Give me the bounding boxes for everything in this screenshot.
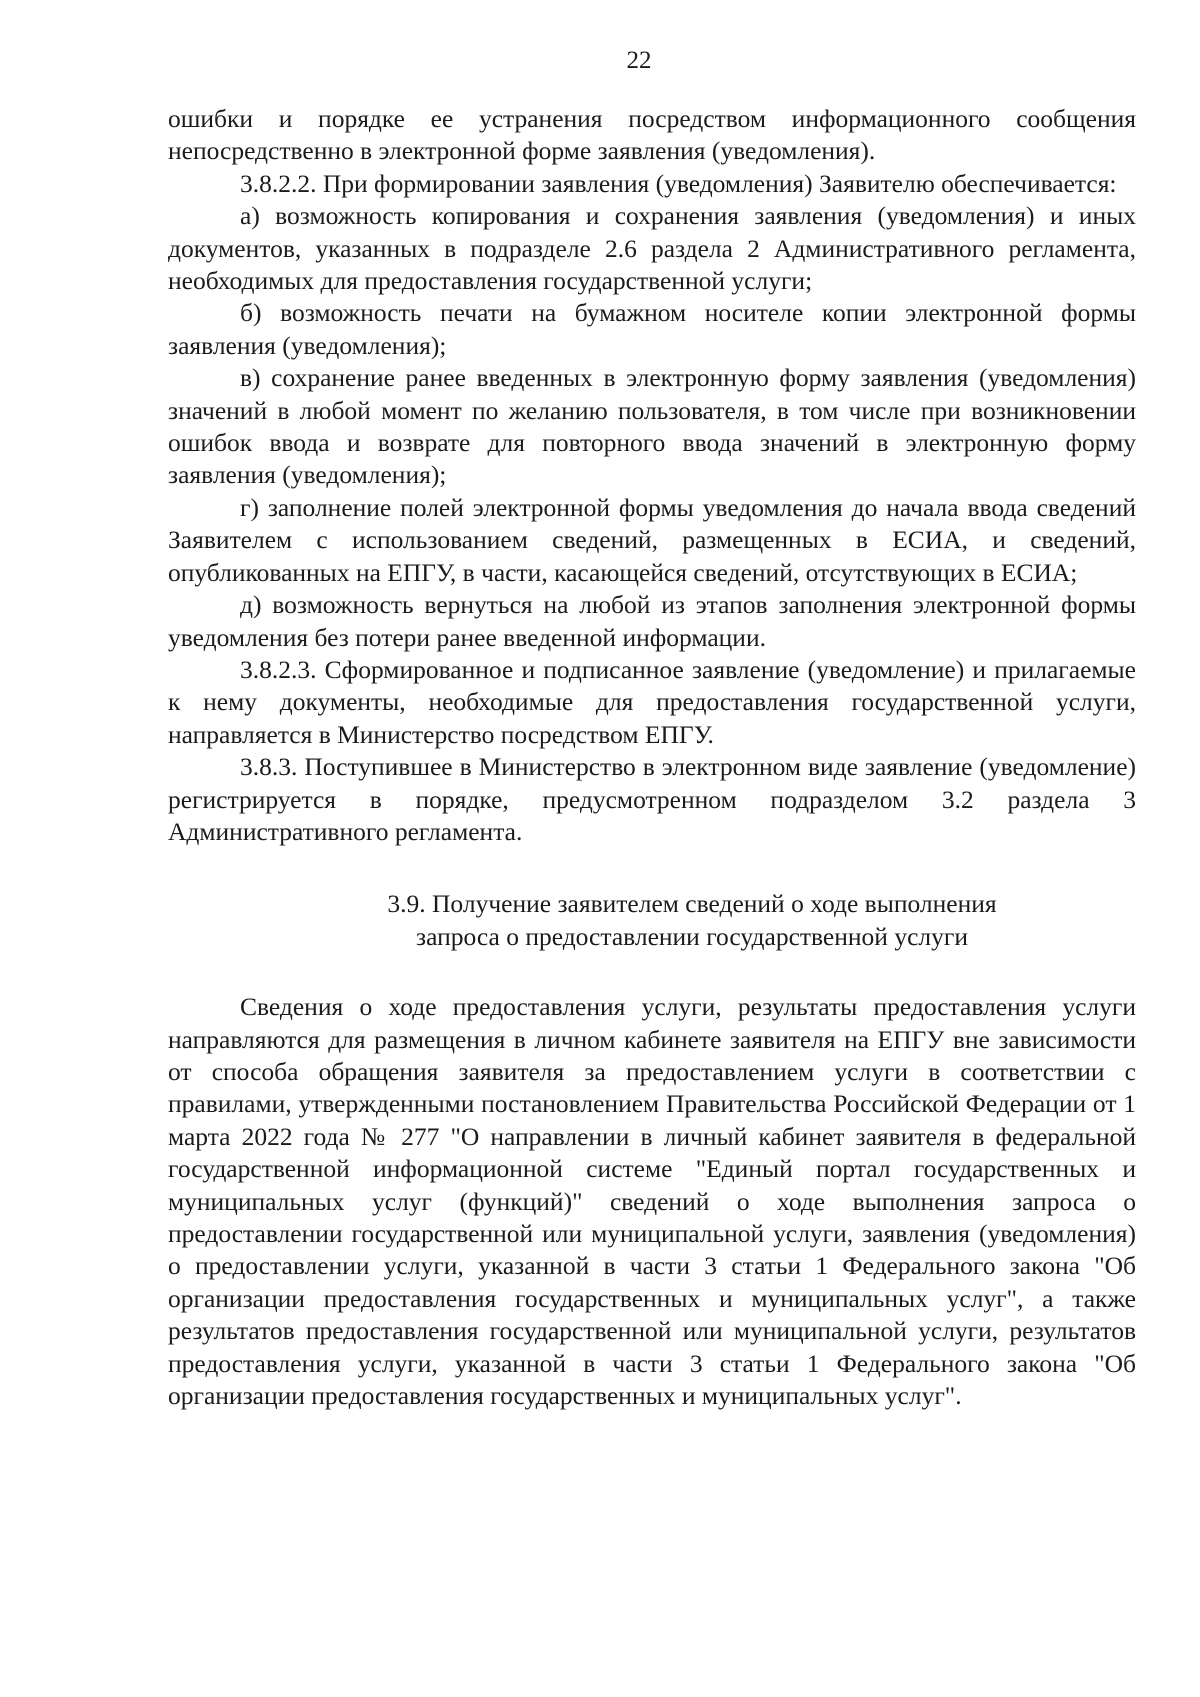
- section-heading-3-9: [168, 888, 1136, 953]
- section-heading-line-1: 3.9. Получение заявителем сведений о ходе выполнения: [387, 889, 997, 919]
- document-body: [168, 103, 1136, 1412]
- paragraph-section-3-9-body: Сведения о ходе предоставления услуги, результаты предоставления услуги направляются для размещения в личном кабинете заявителя на ЕПГУ вне зависимости от способа обращения заявителя за предоставлением услуги в соответствии с правилами, утвержденными постановлением Правительства Российской Федерации от 1 марта 2022 года № 277 "О направлении в личный кабинет заявителя в федеральной государственной информационной системе "Единый портал государственных и муниципальных услуг (функций)" сведений о ходе выполнения запроса о предоставлении государственной или муниципальной услуги, заявления (уведомления) о предоставлении услуги, указанной в части 3 статьи 1 Федерального закона "Об организации предоставления государственных и муниципальных услуг", а также результатов предоставления государственной или муниципальной услуги, результатов предоставления услуги, указанной в части 3 статьи 1 Федерального закона "Об организации предоставления государственных и муниципальных услуг".: [168, 992, 1136, 1411]
- list-item-v: в) сохранение ранее введенных в электронную форму заявления (уведомления) значений в любой момент по желанию пользователя, в том числе при возникновении ошибок ввода и возврате для повторного ввода значений в электронную форму заявления (уведомления);: [168, 363, 1136, 490]
- list-item-g: г) заполнение полей электронной формы уведомления до начала ввода сведений Заявителем с использованием сведений, размещенных в ЕСИА, и сведений, опубликованных на ЕПГУ, в части, касающейся сведений, отсутствующих в ЕСИА;: [168, 492, 1136, 587]
- list-item-a: а) возможность копирования и сохранения заявления (уведомления) и иных документов, указанных в подразделе 2.6 раздела 2 Административного регламента, необходимых для предоставления государственной услуги;: [168, 201, 1136, 296]
- paragraph-continuation: ошибки и порядке ее устранения посредством информационного сообщения непосредственно в электронной форме заявления (уведомления).: [168, 104, 1136, 166]
- paragraph-3-8-3: 3.8.3. Поступившее в Министерство в электронном виде заявление (уведомление) регистрируется в порядке, предусмотренном подразделом 3.2 раздела 3 Административного регламента.: [168, 752, 1136, 846]
- list-item-b: б) возможность печати на бумажном носителе копии электронной формы заявления (уведомления);: [168, 298, 1136, 360]
- paragraph-3-8-2-3: 3.8.2.3. Сформированное и подписанное заявление (уведомление) и прилагаемые к нему документы, необходимые для предоставления государственной услуги, направляется в Министерство посредством ЕПГУ.: [168, 654, 1136, 749]
- page-number: 22: [626, 47, 652, 74]
- paragraph-3-8-2-2: 3.8.2.2. При формировании заявления (уведомления) Заявителю обеспечивается:: [240, 168, 1117, 198]
- list-item-d: д) возможность вернуться на любой из этапов заполнения электронной формы уведомления без потери ранее введенной информации.: [168, 590, 1136, 652]
- section-heading-line-2: запроса о предоставлении государственной услуги: [416, 921, 968, 951]
